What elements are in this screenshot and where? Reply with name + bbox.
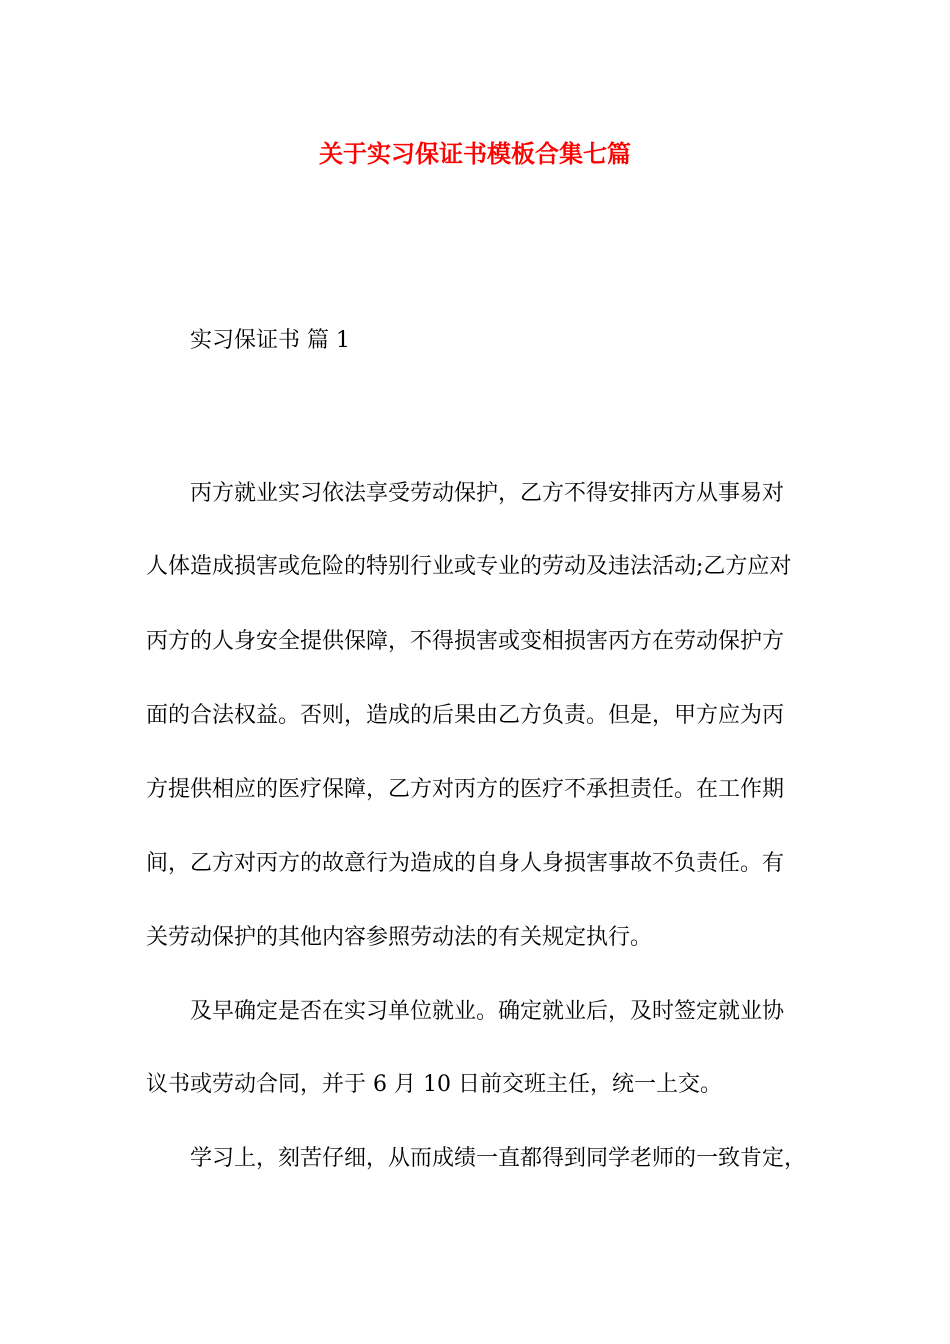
paragraph-line: 方提供相应的医疗保障，乙方对丙方的医疗不承担责任。在工作期 [146,777,785,802]
document-title: 关于实习保证书模板合集七篇 [319,140,631,168]
paragraph-line: 关劳动保护的其他内容参照劳动法的有关规定执行。 [146,925,653,950]
paragraph-line: 议书或劳动合同，并于 6 月 10 日前交班主任，统一上交。 [146,1072,722,1097]
section-heading: 实习保证书 篇 1 [190,328,350,353]
paragraph-line: 间，乙方对丙方的故意行为造成的自身人身损害事故不负责任。有 [146,851,785,876]
paragraph-line: 学习上，刻苦仔细，从而成绩一直都得到同学老师的一致肯定， [190,1146,807,1171]
paragraph-line: 及早确定是否在实习单位就业。确定就业后，及时签定就业协 [190,999,785,1024]
paragraph-line: 丙方就业实习依法享受劳动保护，乙方不得安排丙方从事易对 [190,481,785,506]
paragraph-line: 面的合法权益。否则，造成的后果由乙方负责。但是，甲方应为丙 [146,703,785,728]
paragraph-line: 人体造成损害或危险的特别行业或专业的劳动及违法活动;乙方应对 [146,554,792,579]
paragraph-line: 丙方的人身安全提供保障，不得损害或变相损害丙方在劳动保护方 [146,629,785,654]
